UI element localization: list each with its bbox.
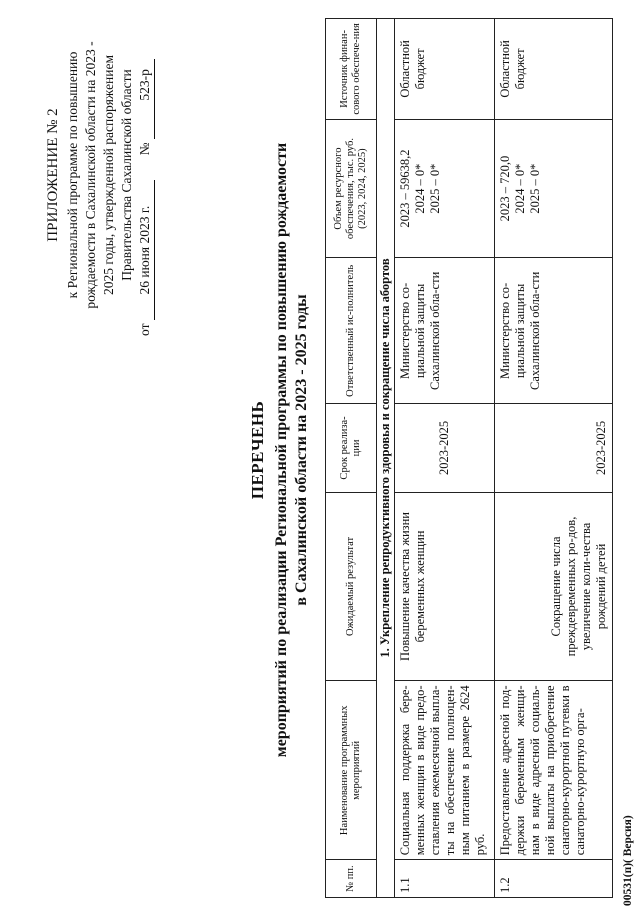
page-title: ПЕРЕЧЕНЬ	[248, 400, 267, 500]
document-footer-code: 00531(п)( Версия)	[622, 815, 634, 906]
period: 2023-2025	[395, 404, 495, 492]
column-header: Объем ресурсного обеспечения, тыс. руб. (2023, 2024, 2025)	[326, 119, 377, 258]
funding-line: 2024 – 0*	[413, 163, 427, 214]
funding-source: Областной бюджет	[495, 19, 613, 120]
row-number: 1.1	[395, 860, 495, 898]
column-header: Ответственный ис-полнитель	[326, 258, 377, 404]
expected-result: Сокращение числа преждевременных ро-дов, увеличение коли-чества рождений детей	[495, 492, 613, 681]
document-heading	[248, 30, 312, 870]
measures-table	[325, 18, 613, 898]
column-header: Источник финан-сового обеспече-ния	[326, 19, 377, 120]
measure-name: Социальная поддержка бере-менных женщин в виде предо-ставления ежемесячной выпла-ты на обеспечение полноцен-ным питанием в размере 2624 руб.	[395, 681, 495, 860]
funding	[495, 119, 613, 258]
appendix-line: к Региональной программе по повышению	[65, 51, 80, 299]
section-title: 1. Укрепление репродуктивного здоровья и сокращение числа абортов	[377, 19, 395, 898]
decree-number: 523-р	[136, 59, 155, 139]
funding-line: 2023 – 720,0	[498, 155, 512, 222]
table-header-row	[326, 19, 377, 898]
executor: Министерство со-циальной защиты Сахалинской обла-сти	[395, 258, 495, 404]
funding-line: 2024 – 0*	[513, 163, 527, 214]
measure-name: Предоставление адресной под-держки беременным женщи-нам в виде адресной социаль-ной выплаты на приобретение санаторно-курортной путевки в санаторно-курортную орга-	[495, 681, 613, 860]
page-subtitle-line-1: мероприятий по реализации Региональной программы по повышению рождаемости	[273, 142, 290, 758]
period: 2023-2025	[495, 404, 613, 492]
funding	[395, 119, 495, 258]
expected-result: Повышение качества жизни беременных женщин	[395, 492, 495, 681]
row-number: 1.2	[495, 860, 613, 898]
appendix-date-line	[136, 10, 155, 340]
number-label: №	[137, 142, 152, 156]
decree-date: 26 июня 2023 г.	[136, 180, 155, 320]
from-label: от	[137, 323, 152, 336]
column-header: Срок реализа-ции	[326, 404, 377, 492]
appendix-line: рождаемости в Сахалинской области на 2023 -	[83, 41, 98, 309]
funding-line: 2025 – 0*	[428, 163, 442, 214]
page-subtitle-line-2: в Сахалинской области на 2023 - 2025 годы	[293, 294, 310, 606]
executor: Министерство со-циальной защиты Сахалинской обла-сти	[495, 258, 613, 404]
table-row	[495, 19, 613, 898]
column-header: № пп.	[326, 860, 377, 898]
table-row	[395, 19, 495, 898]
appendix-line: 2025 годы, утвержденной распоряжением	[101, 54, 116, 296]
funding-source: Областной бюджет	[395, 19, 495, 120]
appendix-title: ПРИЛОЖЕНИЕ № 2	[45, 108, 61, 242]
section-row	[377, 19, 395, 898]
column-header: Наименование программных мероприятий	[326, 681, 377, 860]
column-header: Ожидаемый результат	[326, 492, 377, 681]
funding-line: 2023 – 59638,2	[398, 149, 412, 228]
appendix-block	[44, 10, 155, 340]
appendix-line: Правительства Сахалинской области	[119, 69, 134, 281]
funding-line: 2025 – 0*	[528, 163, 542, 214]
